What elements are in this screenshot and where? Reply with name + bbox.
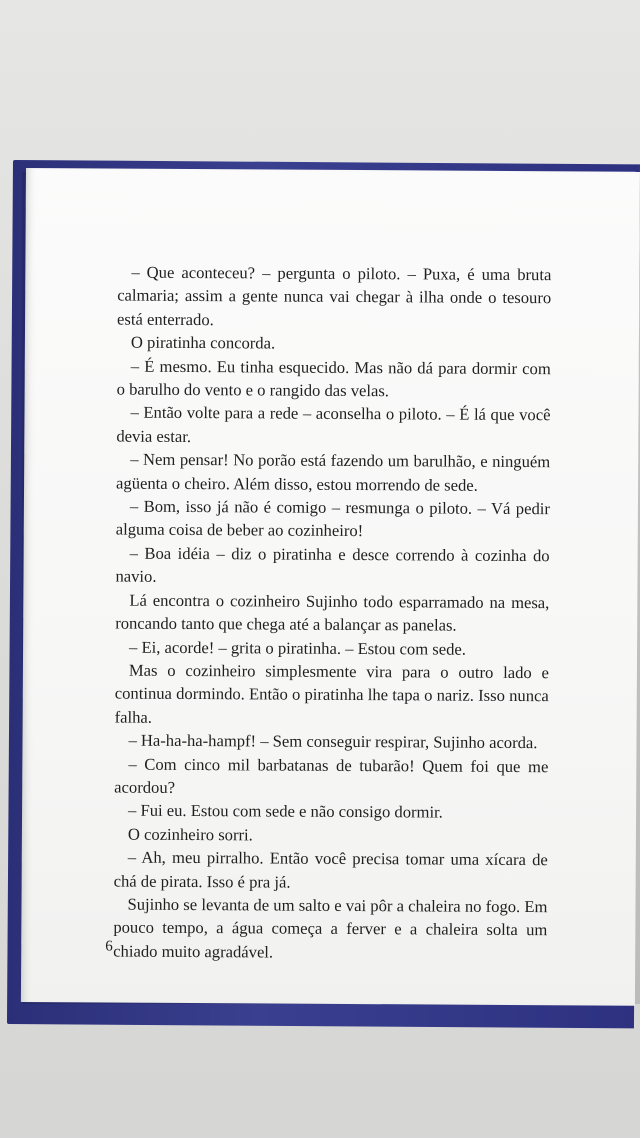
- page-number: 6: [105, 938, 113, 955]
- book-page: [21, 168, 640, 1006]
- paragraph: O piratinha concorda.: [130, 332, 276, 353]
- paragraph: – Então volte para a rede – aconselha o piloto. – É lá que você devia estar.: [116, 403, 551, 446]
- paragraph: – Nem pensar! No porão está fazendo um barulhão, e ninguém agüenta o cheiro. Além disso, estou morrendo de sede.: [116, 449, 551, 495]
- paragraph: Mas o cozinheiro simplesmente vira para o outro lado e continua dormindo. Então o piratinha lhe tapa o nariz. Isso nunca falha.: [114, 660, 549, 727]
- paragraph: – Que aconteceu? – pergunta o piloto. – Puxa, é uma bruta calmaria; assim a gente nunca vai chegar à ilha onde o tesouro está enterrado.: [117, 262, 552, 329]
- page-text: [113, 261, 551, 966]
- paragraph: – Fui eu. Estou com sede e não consigo dormir.: [128, 800, 443, 822]
- paragraph: – É mesmo. Eu tinha esquecido. Mas não dá para dormir com o barulho do vento e o rangido das velas.: [116, 356, 551, 401]
- paragraph: O cozinheiro sorri.: [127, 824, 253, 845]
- paragraph: – Ei, acorde! – grita o piratinha. – Estou com sede.: [129, 637, 466, 659]
- paragraph: – Boa idéia – diz o piratinha e desce correndo à cozinha do navio.: [115, 543, 550, 587]
- paragraph: – Bom, isso já não é comigo – resmunga o piloto. – Vá pedir alguma coisa de beber ao cozinheiro!: [115, 496, 550, 541]
- paragraph: – Ha-ha-ha-hampf! – Sem conseguir respirar, Sujinho acorda.: [128, 730, 538, 753]
- paragraph: Lá encontra o cozinheiro Sujinho todo esparramado na mesa, roncando tanto que chega até a balançar as panelas.: [115, 590, 550, 635]
- paragraph: Sujinho se levanta de um salto e vai pôr a chaleira no fogo. Em pouco tempo, a água começa a ferver e a chaleira solta um chiado muito agradável.: [113, 894, 548, 962]
- paragraph: – Com cinco mil barbatanas de tubarão! Quem foi que me acordou?: [114, 754, 549, 797]
- paragraph: – Ah, meu pirralho. Então você precisa tomar uma xícara de chá de pirata. Isso é pra já.: [113, 847, 548, 892]
